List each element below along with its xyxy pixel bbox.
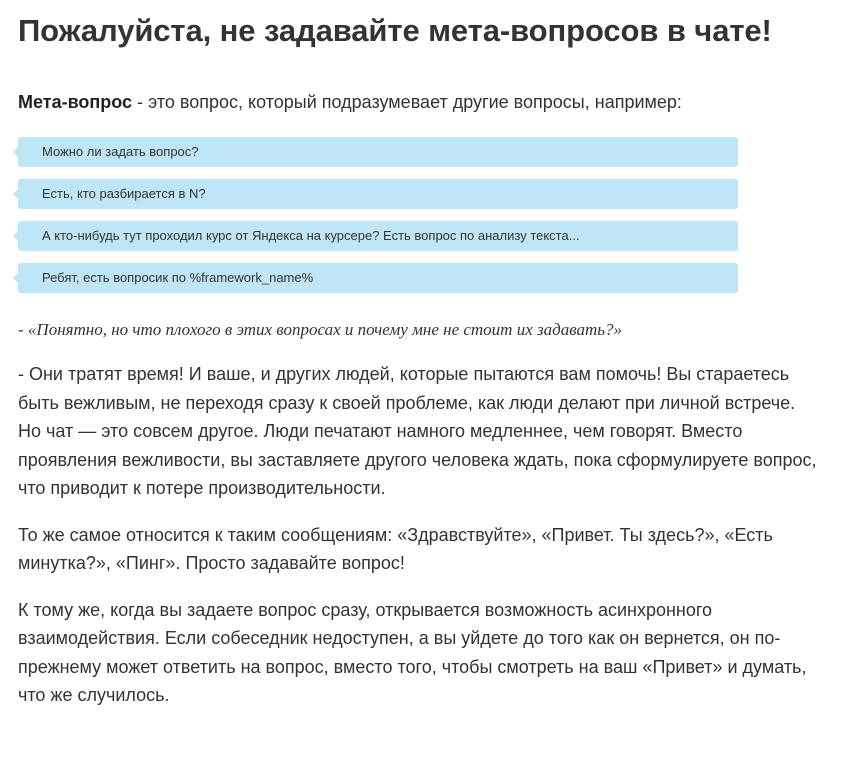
example-message-3: А кто-нибудь тут проходил курс от Яндекса на курсере? Есть вопрос по анализу текста...	[18, 221, 738, 251]
intro-paragraph	[18, 89, 835, 115]
example-messages	[18, 137, 738, 293]
paragraph-greetings: То же самое относится к таким сообщениям: «Здравствуйте», «Привет. Ты здесь?», «Есть минутка?», «Пинг». Просто задавайте вопрос!	[18, 524, 773, 573]
example-message-1: Можно ли задать вопрос?	[18, 137, 738, 167]
intro-term: Мета-вопрос	[18, 92, 133, 112]
page-title: Пожалуйста, не задавайте мета-вопросов в чате!	[18, 13, 772, 48]
paragraph-async: К тому же, когда вы задаете вопрос сразу, открывается возможность асинхронного взаимодействия. Если собеседник недоступен, а вы уйдете до того как он вернется, он по-прежнему может ответить на вопрос, вместо того, чтобы смотреть на ваш «Привет» и думать, что же случилось.	[18, 599, 807, 705]
objection-quote: - «Понятно, но что плохого в этих вопросах и почему мне не стоит их задавать?»	[18, 320, 623, 339]
example-message-2: Есть, кто разбирается в N?	[18, 179, 738, 209]
paragraph-time-waste: - Они тратят время! И ваше, и других людей, которые пытаются вам помочь! Вы стараетесь быть вежливым, не переходя сразу к своей проблеме, как люди делают при личной встрече. Но чат — это совсем другое. Люди печатают намного медленнее, чем говорят. Вместо проявления вежливости, вы заставляете другого человека ждать, пока сформулируете вопрос, что приводит к потере производительности.	[18, 364, 817, 498]
intro-text: - это вопрос, который подразумевает другие вопросы, например:	[132, 92, 682, 112]
example-message-4: Ребят, есть вопросик по %framework_name%	[18, 263, 738, 293]
